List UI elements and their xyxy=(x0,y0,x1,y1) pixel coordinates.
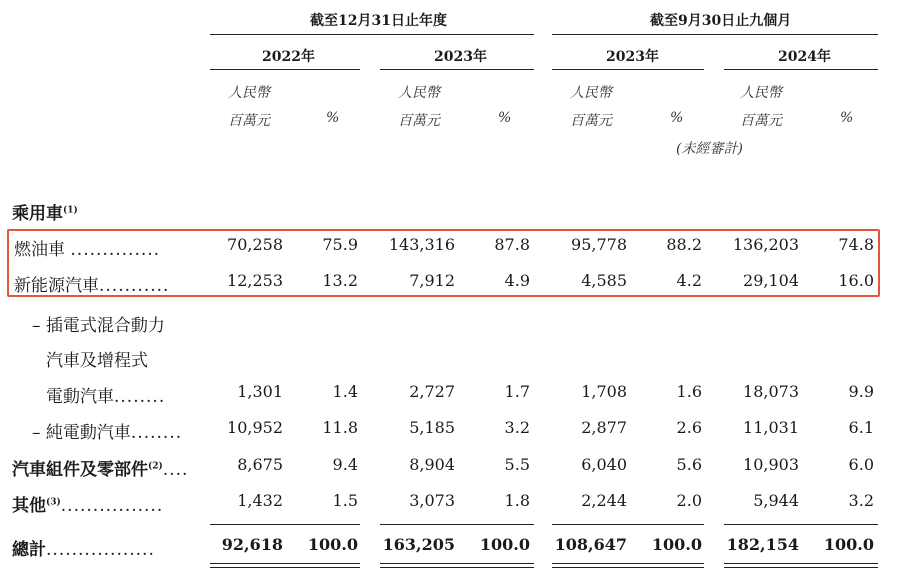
total-bottom-rule-2024-b xyxy=(724,567,878,568)
table-cell: 7,912 xyxy=(409,271,455,290)
year-underline-2023-ninemonth xyxy=(552,69,704,70)
row-label-phev-line2: 汽車及增程式 xyxy=(46,351,148,371)
row-footnote: (2) xyxy=(148,461,163,472)
table-cell: 75.9 xyxy=(322,235,358,254)
row-label-total xyxy=(12,535,155,560)
table-cell: 2.6 xyxy=(676,418,702,437)
total-top-rule-2023a xyxy=(380,524,534,525)
table-cell: 8,675 xyxy=(237,455,283,474)
unit-unaudited: (未經審計) xyxy=(676,141,743,157)
unit-percent-2022: % xyxy=(326,110,340,126)
unit-percent-2024: % xyxy=(840,110,854,126)
row-label-text: 電動汽車 xyxy=(46,387,114,407)
unit-million-2023n: 百萬元 xyxy=(570,113,612,129)
row-leader: .............. xyxy=(70,240,161,260)
table-cell: 5,185 xyxy=(409,418,455,437)
row-footnote: (3) xyxy=(46,497,61,508)
total-top-rule-2023n xyxy=(552,524,704,525)
unit-million-2022: 百萬元 xyxy=(228,113,270,129)
table-cell: 9.4 xyxy=(332,455,358,474)
table-cell: 12,253 xyxy=(227,271,283,290)
table-cell: 182,154 xyxy=(726,535,799,554)
row-label-nev xyxy=(14,271,169,296)
total-bottom-rule-2023n-a xyxy=(552,563,704,564)
table-cell: 18,073 xyxy=(743,382,799,401)
table-cell: 1.8 xyxy=(504,491,530,510)
row-leader: ................ xyxy=(60,496,164,516)
unit-percent-2023a: % xyxy=(498,110,512,126)
table-cell: 70,258 xyxy=(227,235,283,254)
total-bottom-rule-2023a-a xyxy=(380,563,534,564)
total-top-rule-2022 xyxy=(210,524,360,525)
unit-percent-2023n: % xyxy=(670,110,684,126)
unit-million-2024: 百萬元 xyxy=(740,113,782,129)
section-header-footnote: (1) xyxy=(63,205,78,216)
table-cell: 1.5 xyxy=(332,491,358,510)
total-top-rule-2024 xyxy=(724,524,878,525)
year-header-2022: 2022年 xyxy=(262,49,315,65)
row-leader: ................. xyxy=(46,540,155,560)
table-cell: 6,040 xyxy=(581,455,627,474)
row-leader: ........ xyxy=(114,387,166,407)
table-cell: 136,203 xyxy=(732,235,799,254)
table-cell: 11.8 xyxy=(322,418,358,437)
row-label-phev-line1: – 插電式混合動力 xyxy=(32,316,165,336)
row-leader: ........... xyxy=(99,276,170,296)
row-label-text: 燃油車 xyxy=(14,240,65,260)
table-cell: 6.1 xyxy=(848,418,874,437)
table-cell: 4.9 xyxy=(504,271,530,290)
total-bottom-rule-2024-a xyxy=(724,563,878,564)
table-cell: 1,301 xyxy=(237,382,283,401)
table-cell: 5,944 xyxy=(753,491,799,510)
table-cell: 100.0 xyxy=(823,535,874,554)
row-leader: .... xyxy=(162,460,189,480)
table-cell: 4,585 xyxy=(581,271,627,290)
table-cell: 1.4 xyxy=(332,382,358,401)
table-cell: 10,952 xyxy=(227,418,283,437)
row-leader: ........ xyxy=(130,423,183,443)
row-label-ice xyxy=(14,235,160,260)
table-cell: 143,316 xyxy=(388,235,455,254)
table-cell: 16.0 xyxy=(838,271,874,290)
table-cell: 1.7 xyxy=(504,382,530,401)
section-header-label: 乘用車 xyxy=(12,204,63,224)
period-underline-annual xyxy=(210,34,534,35)
total-bottom-rule-2022-b xyxy=(210,567,360,568)
table-cell: 4.2 xyxy=(676,271,702,290)
unit-currency-2023a: 人民幣 xyxy=(398,85,440,101)
section-header-passenger-vehicles xyxy=(12,199,78,224)
table-cell: 3,073 xyxy=(409,491,455,510)
year-header-2024: 2024年 xyxy=(778,49,831,65)
period-header-annual: 截至12月31日止年度 xyxy=(310,13,447,29)
table-cell: 3.2 xyxy=(848,491,874,510)
table-cell: 8,904 xyxy=(409,455,455,474)
table-cell: 2.0 xyxy=(676,491,702,510)
row-label-text: – 純電動汽車 xyxy=(32,423,131,443)
table-cell: 2,877 xyxy=(581,418,627,437)
year-header-2023-annual: 2023年 xyxy=(434,49,487,65)
table-cell: 11,031 xyxy=(743,418,799,437)
row-label-bev xyxy=(32,418,182,443)
unit-currency-2024: 人民幣 xyxy=(740,85,782,101)
unit-currency-2022: 人民幣 xyxy=(228,85,270,101)
row-label-text: 新能源汽車 xyxy=(14,276,99,296)
table-cell: 10,903 xyxy=(743,455,799,474)
period-underline-ninemonth xyxy=(552,34,878,35)
table-cell: 100.0 xyxy=(651,535,702,554)
table-cell: 2,244 xyxy=(581,491,627,510)
row-label-text: 總計 xyxy=(12,540,46,560)
table-cell: 5.6 xyxy=(676,455,702,474)
total-bottom-rule-2023a-b xyxy=(380,567,534,568)
table-cell: 95,778 xyxy=(571,235,627,254)
table-cell: 1,708 xyxy=(581,382,627,401)
row-label-others xyxy=(12,491,163,516)
table-cell: 9.9 xyxy=(848,382,874,401)
table-cell: 1,432 xyxy=(237,491,283,510)
table-cell: 6.0 xyxy=(848,455,874,474)
table-cell: 100.0 xyxy=(307,535,358,554)
unit-currency-2023n: 人民幣 xyxy=(570,85,612,101)
table-cell: 100.0 xyxy=(479,535,530,554)
row-label-phev-line3 xyxy=(46,382,165,407)
row-label-text: 其他 xyxy=(12,496,46,516)
unit-million-2023a: 百萬元 xyxy=(398,113,440,129)
total-bottom-rule-2023n-b xyxy=(552,567,704,568)
table-cell: 29,104 xyxy=(743,271,799,290)
table-cell: 88.2 xyxy=(666,235,702,254)
table-cell: 108,647 xyxy=(554,535,627,554)
year-underline-2023-annual xyxy=(380,69,534,70)
period-header-ninemonth: 截至9月30日止九個月 xyxy=(650,13,792,29)
table-cell: 92,618 xyxy=(221,535,283,554)
row-label-components xyxy=(12,455,188,480)
table-cell: 5.5 xyxy=(504,455,530,474)
table-cell: 163,205 xyxy=(382,535,455,554)
row-label-text: 汽車組件及零部件 xyxy=(12,460,148,480)
year-underline-2024 xyxy=(724,69,878,70)
table-cell: 3.2 xyxy=(504,418,530,437)
year-underline-2022 xyxy=(210,69,360,70)
table-cell: 1.6 xyxy=(676,382,702,401)
table-cell: 87.8 xyxy=(494,235,530,254)
total-bottom-rule-2022-a xyxy=(210,563,360,564)
table-cell: 13.2 xyxy=(322,271,358,290)
year-header-2023-ninemonth: 2023年 xyxy=(606,49,659,65)
table-cell: 2,727 xyxy=(409,382,455,401)
table-cell: 74.8 xyxy=(838,235,874,254)
